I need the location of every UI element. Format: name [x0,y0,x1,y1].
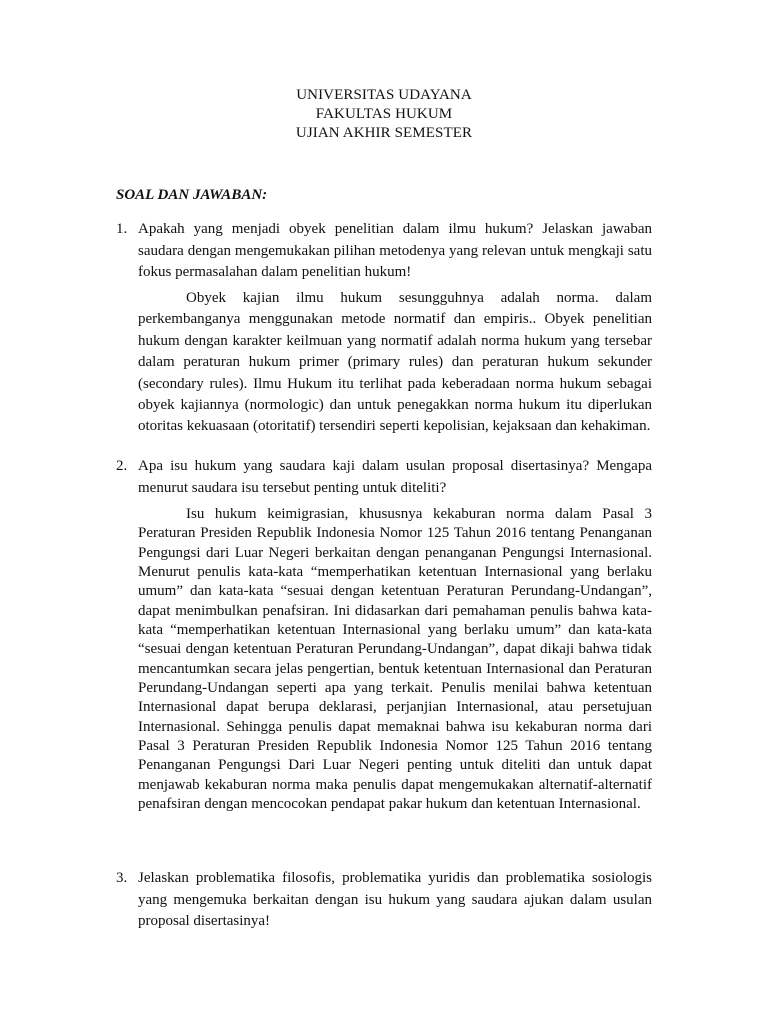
question-2 [116,456,652,499]
question-1 [116,219,652,284]
exam-title: UJIAN AKHIR SEMESTER [295,125,473,141]
answer-1: Obyek kajian ilmu hukum sesungguhnya adalah norma. dalam perkembanganya menggunakan metode normatif dan empiris.. Obyek penelitian hukum dengan karakter keilmuan yang normatif adalah norma hukum yang tersebar dalam peraturan hukum primer (primary rules) dan peraturan hukum sekunder (secondary rules). Ilmu Hukum itu terlihat pada keberadaan norma hukum sebagai obyek kajiannya (normologic) dan untuk penegakkan norma hukum itu diperlukan otoritas kekuasaan (otoritatif) tersendiri seperti kepolisian, kejaksaan dan kehakiman. [138,290,652,435]
question-text: Jelaskan problematika filosofis, problematika yuridis dan problematika sosiologis yang mengemuka berkaitan dengan isu hukum yang saudara ajukan dalam usulan proposal disertasinya! [138,870,652,929]
faculty-name: FAKULTAS HUKUM [315,106,453,122]
question-number: 3. [116,870,128,886]
university-name: UNIVERSITAS UDAYANA [296,87,472,103]
question-3 [116,868,652,933]
section-title: SOAL DAN JAWABAN: [116,187,268,203]
question-number: 1. [116,221,128,237]
document-header [0,86,768,143]
answer-2: Isu hukum keimigrasian, khususnya kekaburan norma dalam Pasal 3 Peraturan Presiden Republik Indonesia Nomor 125 Tahun 2016 tentang Penanganan Pengungsi dari Luar Negeri berkaitan dengan penanganan Pengungsi Internasional. Menurut penulis kata-kata “memperhatikan ketentuan Internasional yang berlaku umum” dan kata-kata “sesuai dengan ketentuan Peraturan Perundang-Undangan”, dapat menimbulkan penafsiran. Ini didasarkan dari pemahaman penulis bahwa kata-kata “memperhatikan ketentuan Internasional yang berlaku umum” dan kata-kata “sesuai dengan ketentuan Peraturan Perundang-Undangan”, dapat dikaji bahwa tidak mencantumkan secara jelas pengertian, bentuk ketentuan Internasional dan Peraturan Perundang-Undangan seperti apa yang terkait. Penulis menilai bahwa ketentuan Internasional dapat berupa deklarasi, perjanjian Internasional, atau persetujuan Internasional. Sehingga penulis dapat memaknai bahwa isu kekaburan norma dari Pasal 3 Peraturan Presiden Republik Indonesia Nomor 125 Tahun 2016 tentang Penanganan Pengungsi Dari Luar Negeri penting untuk diteliti dan untuk dapat menjawab kekaburan norma maka penulis dapat mengemukakan alternatif-alternatif penafsiran dengan mencocokan pendapat pakar hukum dan ketentuan Internasional. [138,506,652,813]
question-text: Apakah yang menjadi obyek penelitian dalam ilmu hukum? Jelaskan jawaban saudara dengan mengemukakan pilihan metodenya yang relevan untuk mengkaji satu fokus permasalahan dalam penelitian hukum! [138,221,652,280]
question-text: Apa isu hukum yang saudara kaji dalam usulan proposal disertasinya? Mengapa menurut saudara isu tersebut penting untuk diteliti? [138,458,652,496]
question-number: 2. [116,458,128,474]
